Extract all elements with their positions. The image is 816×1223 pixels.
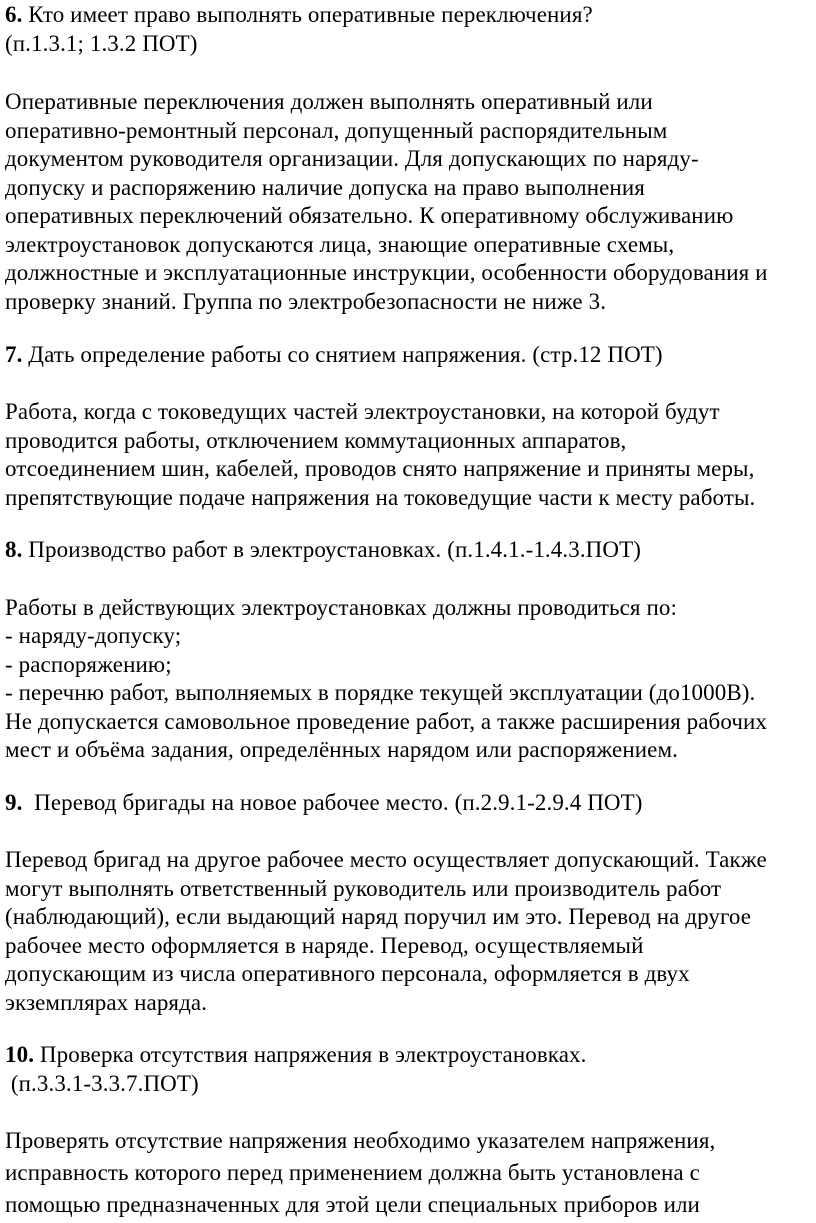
question-number: 10. bbox=[5, 1042, 35, 1067]
answer-line: Работы в действующих электроустановках должны проводиться по: bbox=[5, 595, 677, 620]
question-6 bbox=[5, 1, 593, 29]
answer-line: проводится работы, отключением коммутационных аппаратов, bbox=[5, 428, 627, 453]
answer-line: Работа, когда с токоведущих частей электроустановки, на которой будут bbox=[5, 399, 720, 424]
question-number: 9. bbox=[5, 790, 23, 815]
question-number: 8. bbox=[5, 537, 23, 562]
answer-line: допуску и распоряжению наличие допуска на право выполнения bbox=[5, 175, 645, 200]
answer-line: проверку знаний. Группа по электробезопасности не ниже 3. bbox=[5, 289, 607, 314]
answer-line: исправность которого перед применением должна быть установлена с bbox=[5, 1160, 700, 1185]
answer-line: Перевод бригад на другое рабочее место осуществляет допускающий. Также bbox=[5, 847, 767, 872]
answer-line: препятствующие подаче напряжения на токоведущие части к месту работы. bbox=[5, 485, 756, 510]
answer-line: помощью предназначенных для этой цели специальных приборов или bbox=[5, 1192, 700, 1217]
answer-line: (наблюдающий), если выдающий наряд поручил им это. Перевод на другое bbox=[5, 904, 752, 929]
answer-line: оперативных переключений обязательно. К оперативному обслуживанию bbox=[5, 203, 734, 228]
answer-line: рабочее место оформляется в наряде. Перевод, осуществляемый bbox=[5, 933, 644, 958]
answer-line: документом руководителя организации. Для допускающих по наряду- bbox=[5, 146, 699, 171]
answer-line: допускающим из числа оперативного персонала, оформляется в двух bbox=[5, 961, 690, 986]
question-text: Проверка отсутствия напряжения в электроустановках. bbox=[34, 1042, 587, 1067]
question-7 bbox=[5, 341, 663, 369]
question-number: 7. bbox=[5, 342, 23, 367]
answer-line: - наряду-допуску; bbox=[5, 623, 182, 648]
question-10-reference: (п.3.3.1-3.3.7.ПОТ) bbox=[5, 1071, 199, 1096]
answer-line: Не допускается самовольное проведение работ, а также расширения рабочих bbox=[5, 709, 768, 734]
question-8 bbox=[5, 536, 641, 564]
answer-line: - распоряжению; bbox=[5, 652, 172, 677]
answer-line: электроустановок допускаются лица, знающие оперативные схемы, bbox=[5, 232, 675, 257]
answer-line: Проверять отсутствие напряжения необходимо указателем напряжения, bbox=[5, 1128, 716, 1153]
question-text: Производство работ в электроустановках. (п.1.4.1.-1.4.3.ПОТ) bbox=[22, 537, 642, 562]
answer-line: должностные и эксплуатационные инструкции, особенности оборудования и bbox=[5, 260, 768, 285]
answer-line: экземплярах наряда. bbox=[5, 990, 208, 1015]
answer-line: оперативно-ремонтный персонал, допущенный распорядительным bbox=[5, 118, 668, 143]
answer-line: мест и объёма задания, определённых нарядом или распоряжением. bbox=[5, 737, 678, 762]
question-number: 6. bbox=[5, 2, 23, 27]
question-9 bbox=[5, 789, 643, 817]
answer-line: отсоединением шин, кабелей, проводов снято напряжение и приняты меры, bbox=[5, 456, 755, 481]
question-text: Дать определение работы со снятием напряжения. (стр.12 ПОТ) bbox=[22, 342, 663, 367]
question-text: Перевод бригады на новое рабочее место. (п.2.9.1-2.9.4 ПОТ) bbox=[22, 790, 643, 815]
answer-line: могут выполнять ответственный руководитель или производитель работ bbox=[5, 876, 722, 901]
answer-line: - перечню работ, выполняемых в порядке текущей эксплуатации (до1000В). bbox=[5, 680, 756, 705]
question-6-reference: (п.1.3.1; 1.3.2 ПОТ) bbox=[5, 31, 198, 56]
question-text: Кто имеет право выполнять оперативные переключения? bbox=[22, 2, 593, 27]
answer-line: Оперативные переключения должен выполнять оперативный или bbox=[5, 89, 653, 114]
question-10 bbox=[5, 1041, 587, 1069]
